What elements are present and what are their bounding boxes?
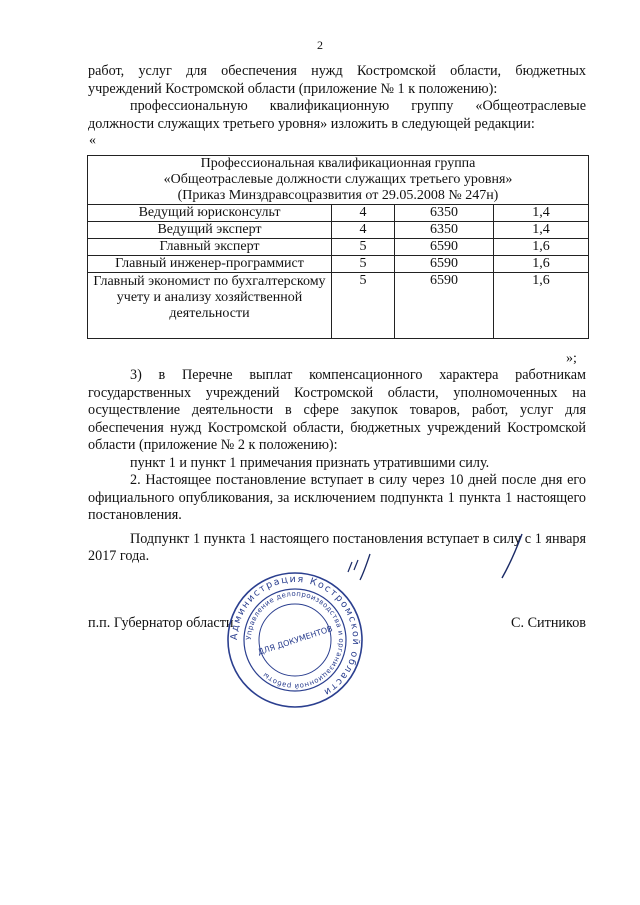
table-row [88, 222, 589, 239]
table-header-cell [88, 156, 589, 205]
page-number: 2 [317, 38, 323, 52]
table-header-line-3: (Приказ Минздравсоцразвития от 29.05.2008 № 247н) [177, 188, 499, 203]
cell-position: Главный экономист по бухгалтерскому учету и анализу хозяйственной деятельности [88, 273, 332, 339]
table-header-line-2: «Общеотраслевые должности служащих третьего уровня» [163, 172, 513, 187]
cell-coefficient: 1,6 [494, 256, 589, 273]
body-paragraph-4: пункт 1 и пункт 1 примечания признать утратившими силу. [130, 454, 490, 471]
cell-position: Главный инженер-программист [88, 256, 332, 273]
cell-coefficient: 1,6 [494, 239, 589, 256]
quote-open-mark: « [89, 133, 96, 148]
cell-level: 5 [332, 256, 395, 273]
body-paragraph-6: Подпункт 1 пункта 1 настоящего постановления вступает в силу с 1 января 2017 года. [88, 530, 586, 564]
stamp-outer-text: Администрация Костромской области [228, 573, 362, 699]
intro-paragraph-1: работ, услуг для обеспечения нужд Костромской области, бюджетных учреждений Костромской области (приложение № 1 к положению): [88, 63, 586, 97]
table-row [88, 273, 589, 339]
cell-coefficient: 1,4 [494, 205, 589, 222]
cell-level: 4 [332, 222, 395, 239]
cell-level: 5 [332, 273, 395, 339]
stamp-center-text: ДЛЯ ДОКУМЕНТОВ [256, 624, 334, 657]
cell-salary: 6590 [395, 273, 494, 339]
intro-text [88, 63, 586, 133]
body-paragraph-3: 3) в Перечне выплат компенсационного характера работникам государственных учреждений Костромской области, уполномоченных на осуществление деятельности в сфере закупок товаров, работ, услуг для обеспечения нужд Костромской области, бюджетных учреждений Костромской области (приложение № 2 к положению): [88, 367, 586, 453]
cell-level: 5 [332, 239, 395, 256]
quote-close-mark: »; [566, 351, 577, 366]
stamp-inner-text: Управление делопроизводства и организационной работы [244, 589, 346, 691]
cell-salary: 6590 [395, 239, 494, 256]
cell-level: 4 [332, 205, 395, 222]
table-row [88, 205, 589, 222]
cell-coefficient: 1,6 [494, 273, 589, 339]
body-paragraph-5: 2. Настоящее постановление вступает в силу через 10 дней после дня его официального опубликования, за исключением подпункта 1 пункта 1 настоящего постановления. [88, 472, 586, 523]
cell-position: Главный эксперт [88, 239, 332, 256]
signatory-title: п.п. Губернатор области [88, 615, 234, 631]
cell-salary: 6350 [395, 222, 494, 239]
cell-position: Ведущий юрисконсульт [88, 205, 332, 222]
cell-position: Ведущий эксперт [88, 222, 332, 239]
qualification-group-table [87, 155, 589, 339]
cell-salary: 6350 [395, 205, 494, 222]
table-row [88, 239, 589, 256]
cell-coefficient: 1,4 [494, 222, 589, 239]
cell-salary: 6590 [395, 256, 494, 273]
table-header-row [88, 156, 589, 205]
table-row [88, 256, 589, 273]
official-stamp [225, 570, 365, 710]
signatory-name: С. Ситников [511, 615, 586, 631]
handwritten-signature [340, 532, 530, 582]
table-header-line-1: Профессиональная квалификационная группа [200, 156, 476, 171]
intro-paragraph-2: профессиональную квалификационную группу «Общеотраслевые должности служащих третьего уровня» изложить в следующей редакции: [88, 98, 586, 132]
